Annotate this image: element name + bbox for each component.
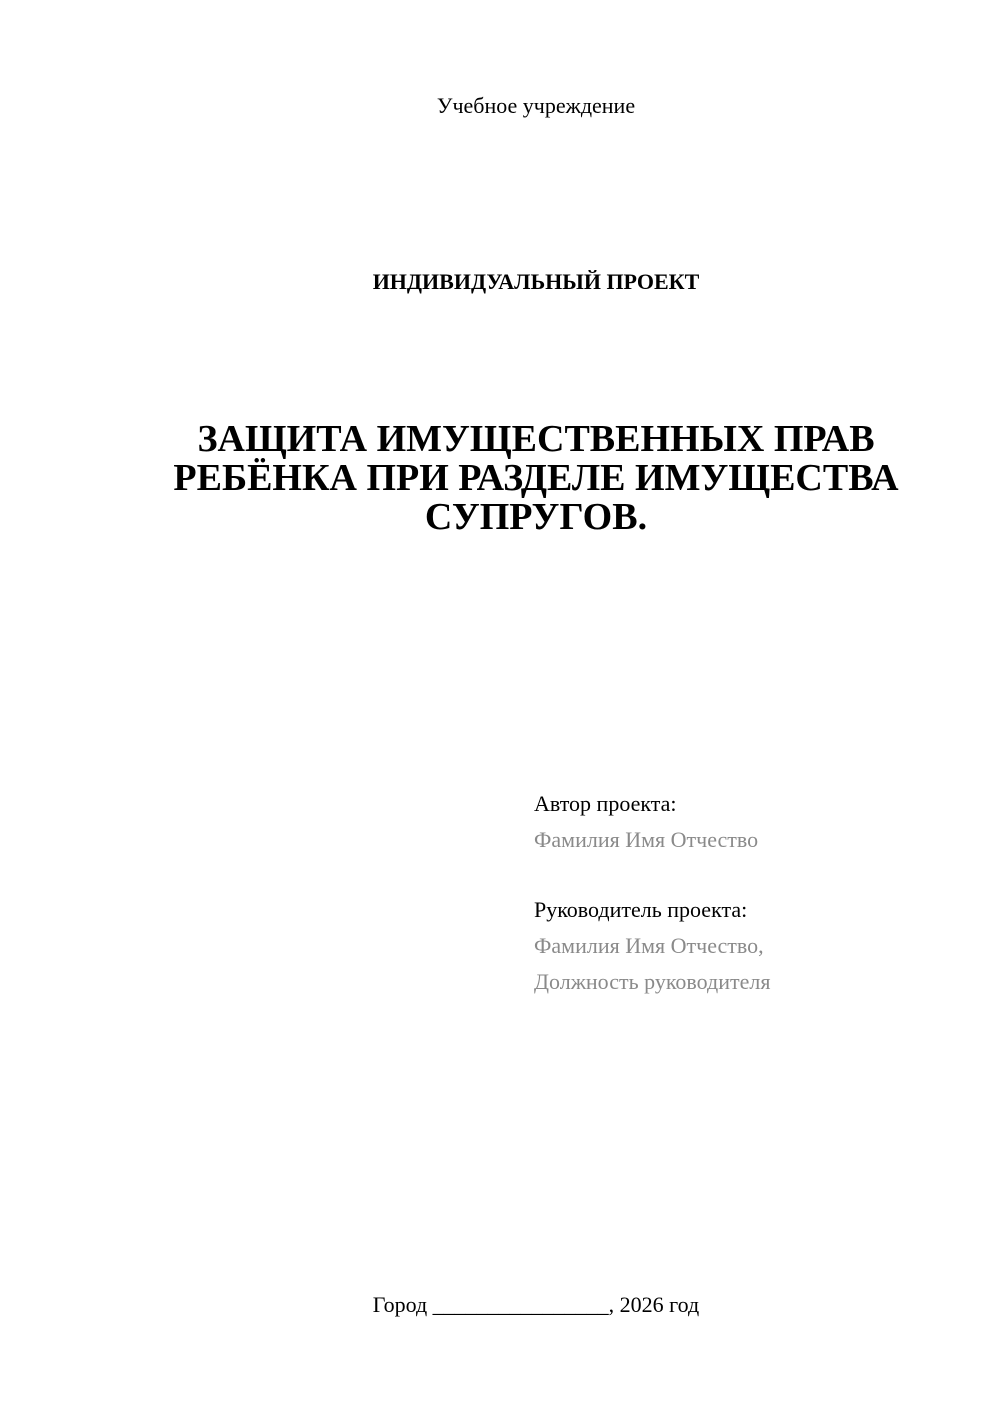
- author-name: Фамилия Имя Отчество: [534, 827, 759, 852]
- document-type-heading: ИНДИВИДУАЛЬНЫЙ ПРОЕКТ: [372, 269, 700, 294]
- project-title-line: РЕБЁНКА ПРИ РАЗДЕЛЕ ИМУЩЕСТВА: [173, 457, 899, 499]
- institution-name: Учебное учреждение: [436, 93, 636, 118]
- project-title-line: ЗАЩИТА ИМУЩЕСТВЕННЫХ ПРАВ: [197, 418, 875, 460]
- supervisor-block: [534, 892, 974, 1000]
- project-title-line: СУПРУГОВ.: [424, 496, 648, 538]
- project-title: [150, 420, 922, 537]
- city-year-line: Город ________________, 2026 год: [372, 1292, 700, 1317]
- supervisor-position: Должность руководителя: [534, 969, 771, 994]
- author-label: Автор проекта:: [534, 791, 677, 816]
- supervisor-label: Руководитель проекта:: [534, 897, 748, 922]
- supervisor-name: Фамилия Имя Отчество,: [534, 933, 764, 958]
- author-block: [534, 786, 974, 858]
